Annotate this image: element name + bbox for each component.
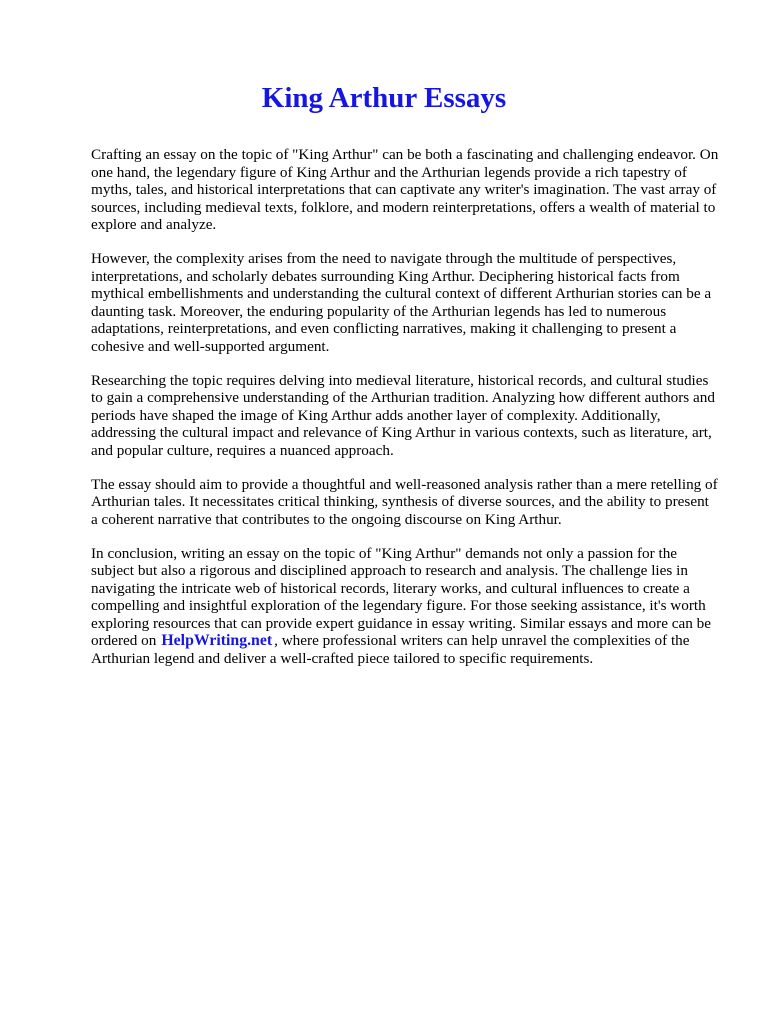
- essay-body: [91, 146, 719, 684]
- paragraph-intro: Crafting an essay on the topic of "King Arthur" can be both a fascinating and challenging endeavor. On one hand, the legendary figure of King Arthur and the Arthurian legends provide a rich tapestry of myths, tales, and historical interpretations that can captivate any writer's imagination. The vast array of sources, including medieval texts, folklore, and modern reinterpretations, offers a wealth of material to explore and analyze.: [91, 146, 719, 233]
- paragraph-conclusion: [91, 545, 719, 668]
- page-title: King Arthur Essays: [261, 82, 507, 114]
- paragraph-aim: The essay should aim to provide a thoughtful and well-reasoned analysis rather than a mere retelling of Arthurian tales. It necessitates critical thinking, synthesis of diverse sources, and the ability to present a coherent narrative that contributes to the ongoing discourse on King Arthur.: [91, 475, 718, 528]
- conclusion-text-end: , where professional writers can help unravel the complexities of the Arthurian legend and deliver a well-crafted piece tailored to specific requirements.: [91, 632, 690, 667]
- paragraph-research: Researching the topic requires delving into medieval literature, historical records, and cultural studies to gain a comprehensive understanding of the Arthurian tradition. Analyzing how different authors and periods have shaped the image of King Arthur adds another layer of complexity. Additionally, addressing the cultural impact and relevance of King Arthur in various contexts, such as literature, art, and popular culture, requires a nuanced approach.: [91, 371, 715, 459]
- helpwriting-link[interactable]: HelpWriting.net: [161, 632, 273, 649]
- conclusion-text: In conclusion, writing an essay on the topic of "King Arthur" demands not only a passion for the subject but also a rigorous and disciplined approach to research and analysis. The challenge lies in navigating the intricate web of historical records, literary works, and cultural influences to create a compelling and insightful exploration of the legendary figure. For those seeking assistance, it's worth exploring resources that can provide expert guidance in essay writing. Similar essays and more can be ordered on: [91, 544, 711, 649]
- paragraph-complexity: However, the complexity arises from the need to navigate through the multitude of perspectives, interpretations, and scholarly debates surrounding King Arthur. Deciphering historical facts from mythical embellishments and understanding the cultural context of different Arthurian stories can be a daunting task. Moreover, the enduring popularity of the Arthurian legends has led to numerous adaptations, reinterpretations, and even conflicting narratives, making it challenging to present a cohesive and well-supported argument.: [91, 250, 712, 355]
